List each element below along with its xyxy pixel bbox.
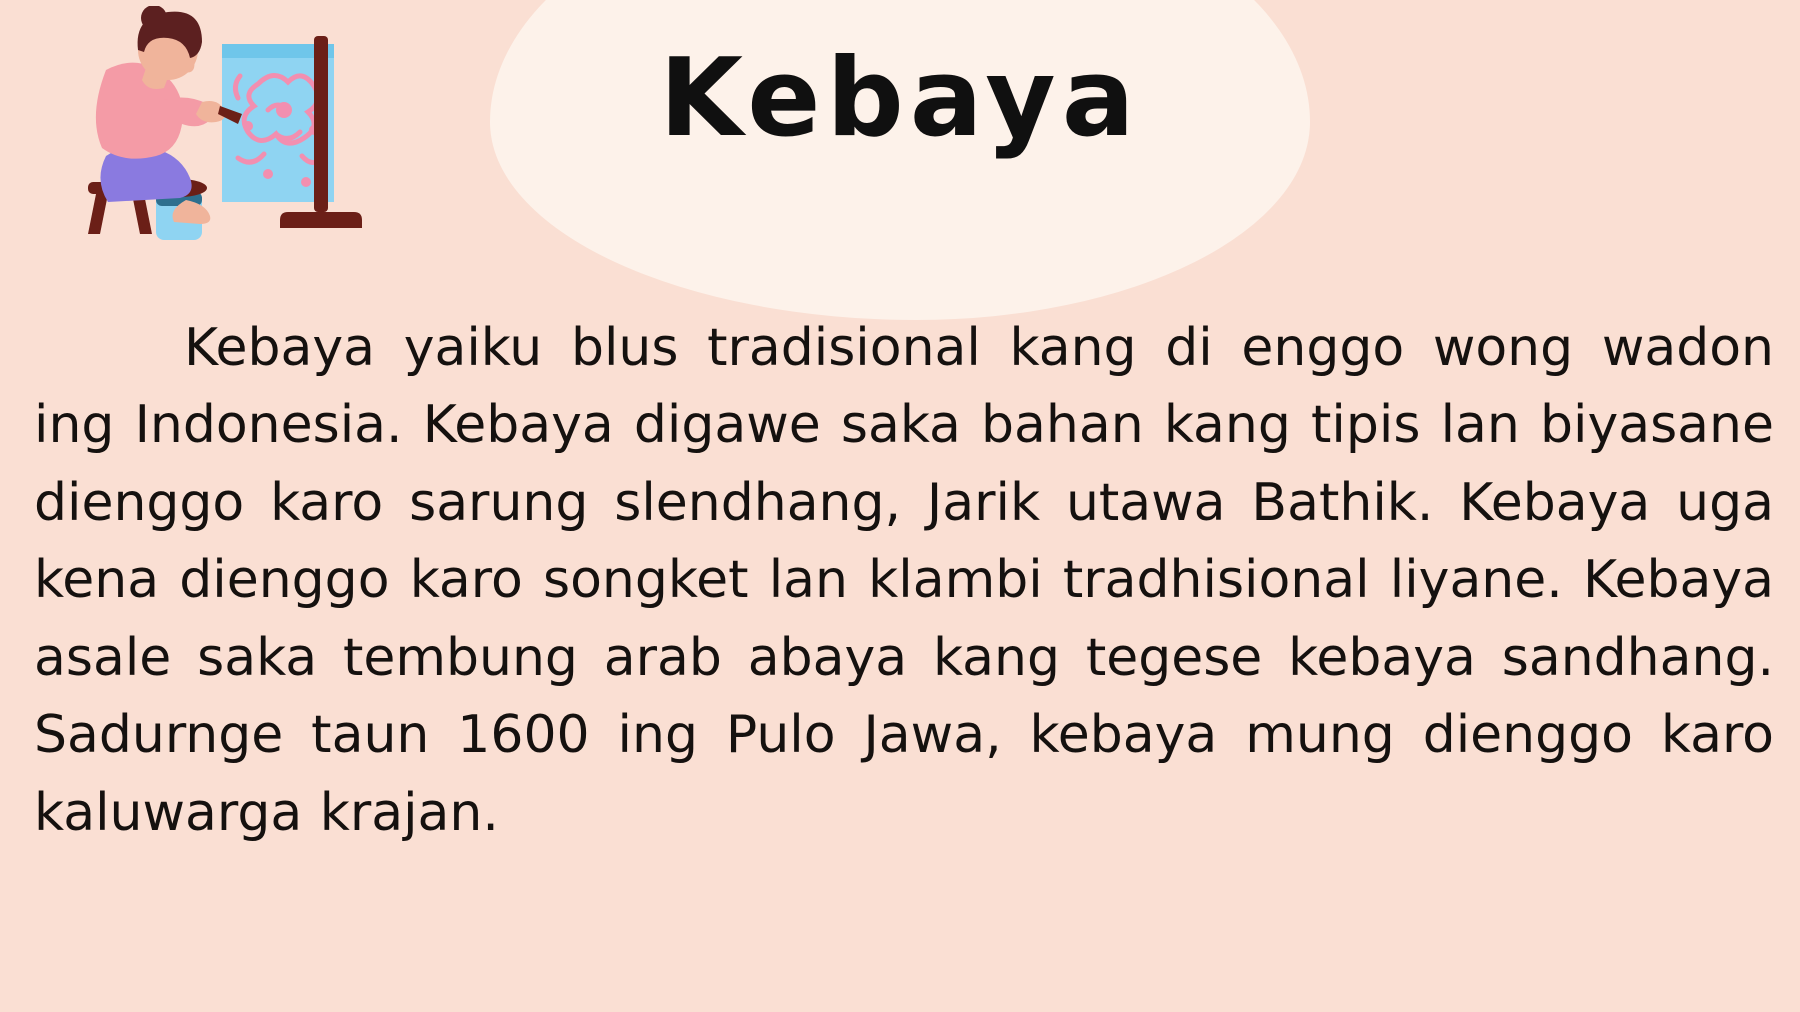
body-paragraph: Kebaya yaiku blus tradisional kang di enggo wong wadon ing Indonesia. Kebaya digawe saka bahan kang tipis lan biyasane dienggo karo sarung slendhang, Jarik utawa Bathik. Kebaya uga kena dienggo karo songket lan klambi tradhisional liyane. Kebaya asale saka tembung arab abaya kang tegese kebaya sandhang. Sadurnge taun 1600 ing Pulo Jawa, kebaya mung dienggo karo kaluwarga krajan. xyxy=(34,318,1774,843)
body-text-block xyxy=(34,310,1774,852)
batik-artisan-illustration xyxy=(62,6,362,266)
page-title: Kebaya xyxy=(659,36,1141,161)
person-icon xyxy=(96,6,242,224)
